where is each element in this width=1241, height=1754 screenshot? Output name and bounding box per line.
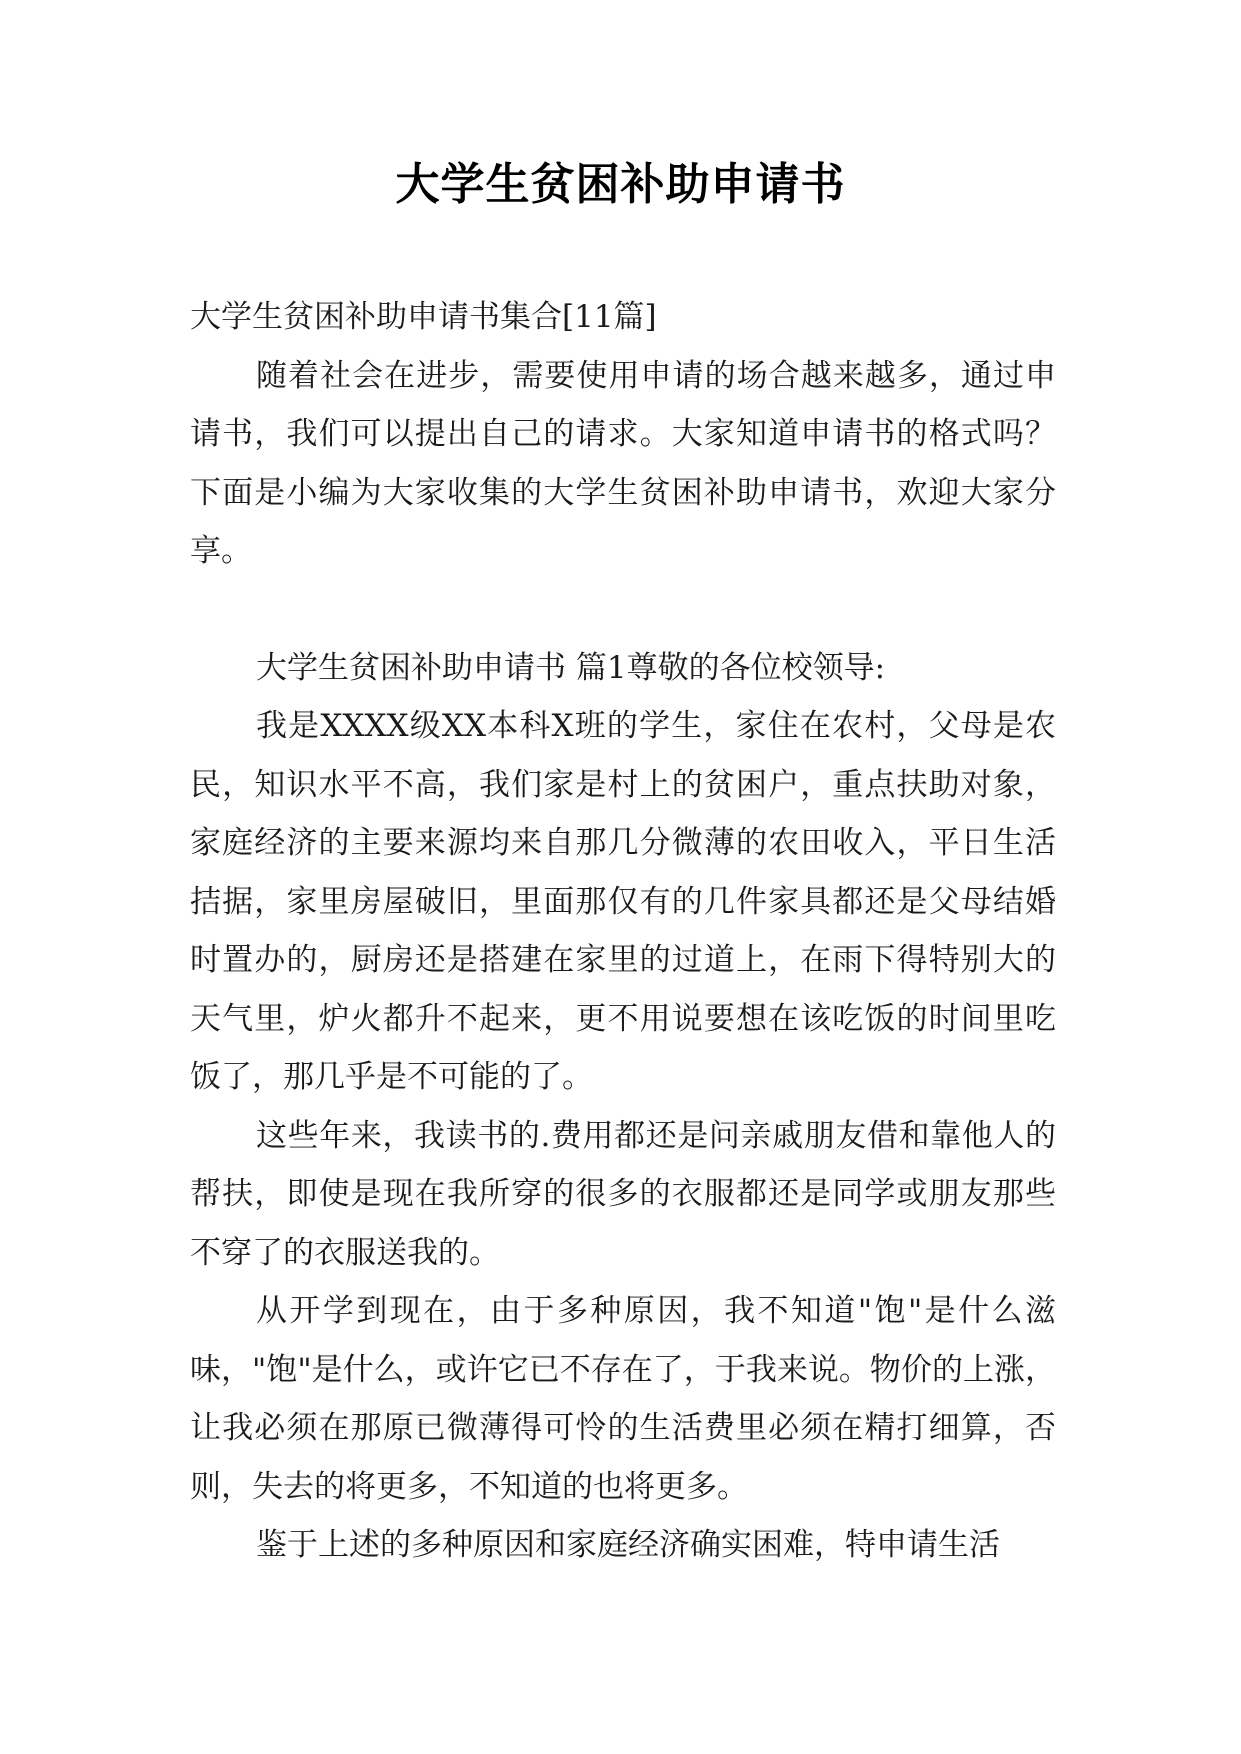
document-body — [190, 288, 1056, 1575]
body-paragraph: 我是XXXX级XX本科X班的学生，家住在农村，父母是农民，知识水平不高，我们家是村上的贫困户，重点扶助对象，家庭经济的主要来源均来自那几分微薄的农田收入，平日生活拮据，家里房屋破旧，里面那仅有的几件家具都还是父母结婚时置办的，厨房还是搭建在家里的过道上，在雨下得特别大的天气里，炉火都升不起来，更不用说要想在该吃饭的时间里吃饭了，那几乎是不可能的了。 — [190, 708, 1056, 1095]
paragraph-gap — [190, 581, 1056, 639]
section-heading: 大学生贫困补助申请书 篇1尊敬的各位校领导: — [256, 649, 886, 686]
intro-paragraph: 随着社会在进步，需要使用申请的场合越来越多，通过申请书，我们可以提出自己的请求。大家知道申请书的格式吗？下面是小编为大家收集的大学生贫困补助申请书，欢迎大家分享。 — [190, 357, 1056, 569]
page-title: 大学生贫困补助申请书 — [395, 159, 846, 210]
body-paragraph: 从开学到现在，由于多种原因，我不知道"饱"是什么滋味，"饱"是什么，或许它已不存在了，于我来说。物价的上涨，让我必须在那原已微薄得可怜的生活费里必须在精打细算，否则，失去的将更多，不知道的也将更多。 — [190, 1293, 1056, 1505]
body-paragraph: 鉴于上述的多种原因和家庭经济确实困难，特申请生活 — [256, 1527, 1000, 1563]
body-paragraph: 这些年来，我读书的.费用都还是问亲戚朋友借和靠他人的帮扶，即使是现在我所穿的很多的衣服都还是同学或朋友那些不穿了的衣服送我的。 — [190, 1117, 1056, 1271]
document-subtitle: 大学生贫困补助申请书集合[11篇] — [190, 299, 657, 335]
